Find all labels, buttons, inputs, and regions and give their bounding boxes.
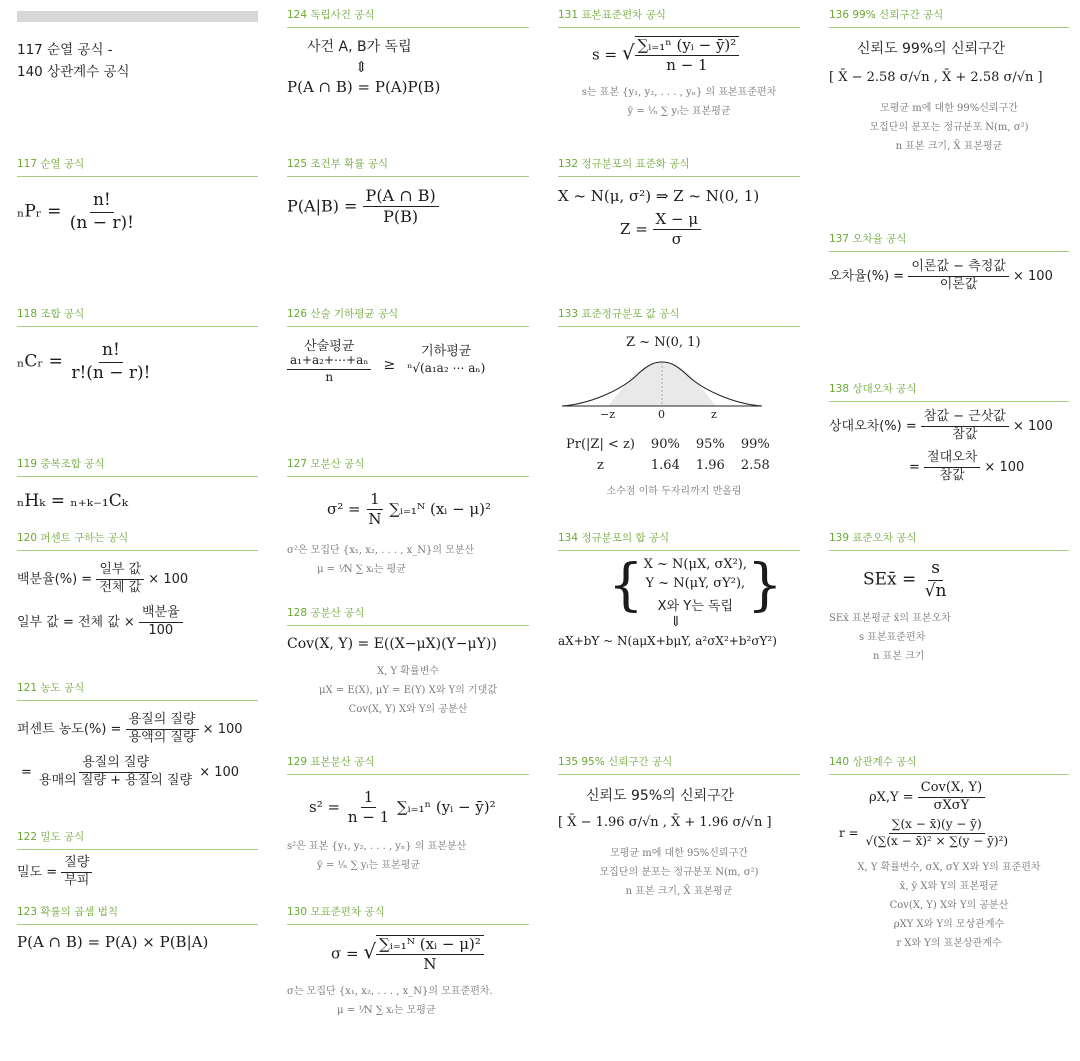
formula: [592, 36, 800, 75]
section-title: 138 상대오차 공식: [829, 381, 1069, 402]
table-cell: 95%: [695, 437, 725, 452]
denominator: n − 1: [347, 808, 390, 827]
curve-label: Z ~ N(0, 1): [626, 335, 701, 350]
summation: ∑ᵢ₌₁ⁿ (yᵢ − ȳ)²: [396, 797, 496, 816]
formula-lhs: σ =: [331, 944, 359, 963]
numerator: P(A ∩ B): [363, 187, 439, 207]
note-line: σ는 모집단 {x₁, x₂, . . . , x_N}의 모표준편차.: [287, 985, 493, 997]
numerator: 1: [361, 789, 377, 808]
section-129: [287, 754, 529, 871]
section-124: [287, 7, 529, 96]
formula-lhs: 일부 값 = 전체 값 ×: [17, 614, 135, 630]
arithmetic-mean: [287, 335, 371, 385]
section-title: 137 오차율 공식: [829, 231, 1069, 252]
section-title: 117 순열 공식: [17, 156, 258, 177]
section-title: 139 표준오차 공식: [829, 530, 1069, 551]
note-line: ρXY X와 Y의 모상관계수: [893, 919, 1005, 931]
denominator: 용액의 질량: [128, 729, 196, 745]
multiplier: × 100: [984, 459, 1025, 475]
numerator: 용질의 질량: [79, 756, 152, 773]
note-line: s는 표본 {y₁, y₂, . . . , yₙ} 의 표본표준편차: [581, 86, 777, 98]
section-128: [287, 605, 529, 715]
denominator: N: [423, 955, 437, 974]
section-120: [17, 530, 258, 639]
section-title: 130 모표준편차 공식: [287, 904, 529, 925]
interval-heading: 신뢰도 99%의 신뢰구간: [857, 41, 1006, 57]
denominator: 부피: [64, 872, 90, 888]
equals: =: [909, 459, 920, 475]
formula-lhs: ₙCᵣ =: [17, 351, 63, 372]
formula: [17, 341, 258, 383]
formula-lhs: 밀도 =: [17, 864, 58, 880]
rounding-note: 소수점 이하 두자리까지 반올림: [606, 486, 742, 497]
note-line: s 표본표준편차: [859, 632, 926, 644]
down-arrow-icon: ⇓: [670, 614, 682, 630]
standardization-formula: X ~ N(μ, σ²) ⇒ Z ~ N(0, 1): [558, 187, 760, 205]
section-119: [17, 456, 258, 511]
formula-lhs: σ² =: [327, 499, 361, 518]
case-block: [608, 552, 800, 618]
formula: [17, 191, 258, 233]
numerator: 참값 − 근삿값: [921, 410, 1009, 427]
section-140: [829, 754, 1069, 949]
case-list: [644, 557, 747, 614]
denominator: (n − r)!: [69, 212, 134, 233]
summation: ∑ᵢ₌₁ᴺ (xᵢ − μ)²: [389, 499, 492, 518]
formula-lhs: s² =: [309, 797, 341, 816]
section-135: [558, 754, 800, 897]
formula: [829, 260, 1069, 293]
denominator: σXσY: [933, 797, 970, 813]
z-value-table: [558, 434, 778, 476]
formula-concentration-expanded: [21, 756, 258, 789]
numerator: ∑ᵢ₌₁ᴺ (xᵢ − μ)²: [376, 936, 484, 955]
formula-lhs: r =: [839, 825, 859, 840]
section-title: 128 공분산 공식: [287, 605, 529, 626]
case-line: X와 Y는 독립: [657, 599, 733, 614]
row-label: Pr(|Z| < z): [566, 437, 635, 452]
formula: Cov(X, Y) = E((X−μX)(Y−μY)): [287, 636, 497, 652]
section-title: 127 모분산 공식: [287, 456, 529, 477]
normal-curve-diagram: [560, 350, 770, 420]
note-line: μX = E(X), μY = E(Y) X와 Y의 기댓값: [318, 685, 498, 696]
section-121: [17, 680, 258, 789]
section-137: [829, 231, 1069, 293]
section-title: 120 퍼센트 구하는 공식: [17, 530, 258, 551]
note-line: X, Y 확률변수: [377, 666, 439, 677]
multiplier: × 100: [199, 764, 240, 780]
numerator: 백분율: [139, 606, 183, 623]
note-line: r X와 Y의 표본상관계수: [896, 938, 1002, 950]
formula: [309, 789, 529, 827]
formula-lhs: ₙPᵣ =: [17, 201, 62, 222]
section-title: 125 조건부 확률 공식: [287, 156, 529, 177]
section-title: 131 표본표준편차 공식: [558, 7, 800, 28]
section-title: 119 중복조합 공식: [17, 456, 258, 477]
denominator: 이론값: [939, 276, 978, 292]
numerator: s: [928, 559, 943, 581]
section-title: 123 확률의 곱셈 법칙: [17, 904, 258, 925]
interval-formula: [ X̄ − 2.58 σ/√n , X̄ + 2.58 σ/√n ]: [829, 70, 1043, 85]
z-formula: [620, 211, 800, 249]
case-line: Y ~ N(μY, σY²),: [645, 576, 746, 591]
note-line: SEx̄ 표본평균 x̄의 표본오차: [829, 613, 951, 625]
section-131: [558, 7, 800, 117]
denominator: 100: [148, 622, 174, 638]
numerator: Cov(X, Y): [918, 781, 985, 798]
section-130: [287, 904, 529, 1016]
note-line: μ = ¹⁄N ∑ xᵢ는 평균: [317, 563, 406, 575]
denominator: √n: [924, 580, 947, 601]
case-line: X ~ N(μX, σX²),: [643, 557, 748, 572]
note-line: μ = ¹⁄N ∑ xᵢ는 모평균: [337, 1004, 436, 1016]
numerator: n!: [90, 191, 114, 213]
left-brace-icon: {: [608, 552, 644, 618]
formula-concentration: [17, 713, 258, 746]
note-line: 모집단의 분포는 정규분포 N(m, σ²): [599, 867, 759, 878]
denominator: r!(n − r)!: [71, 362, 151, 383]
row-label: z: [597, 458, 604, 473]
numerator: 질량: [61, 856, 92, 873]
multiplier: × 100: [148, 571, 189, 587]
numerator: 용질의 질량: [126, 713, 199, 730]
denominator: 참값: [952, 426, 978, 442]
sqrt-icon: √: [621, 40, 635, 65]
formula-lhs: s =: [592, 45, 618, 64]
section-title: 133 표준정규분포 값 공식: [558, 306, 800, 327]
note-line: Cov(X, Y) X와 Y의 공분산: [889, 900, 1009, 912]
section-134: [558, 530, 800, 648]
geometric-mean-formula: ⁿ√(a₁a₂ ⋯ aₙ): [407, 360, 486, 375]
numerator: 이론값 − 측정값: [908, 260, 1009, 277]
numerator: X − μ: [653, 211, 702, 230]
header-bar: [17, 11, 258, 22]
geometric-mean: [407, 340, 485, 385]
formula: P(A ∩ B) = P(A)P(B): [287, 78, 441, 96]
arithmetic-mean-label: 산술평균: [304, 339, 355, 354]
tick-pos-z: z: [711, 408, 717, 420]
am-gm-inequality: [287, 335, 529, 385]
section-132: [558, 156, 800, 249]
note-line: x̄, ȳ X와 Y의 표본평균: [899, 881, 999, 893]
numerator: ∑ᵢ₌₁ⁿ (yᵢ − ȳ)²: [635, 37, 740, 56]
section-title: 122 밀도 공식: [17, 829, 258, 850]
formula-lhs: P(A|B) =: [287, 196, 358, 216]
numerator: ∑(x − x̄)(y − ȳ): [889, 818, 985, 834]
denominator: 참값: [939, 467, 965, 483]
formula-lhs: 백분율(%) =: [17, 571, 93, 587]
note-line: n 표본 크기: [873, 651, 925, 663]
formula: [17, 856, 258, 889]
denominator: n: [325, 369, 334, 384]
formula-relative-error: [829, 410, 1069, 443]
table-cell: 99%: [740, 437, 770, 452]
section-title: 124 독립사건 공식: [287, 7, 529, 28]
formula: [287, 187, 529, 227]
note-line: ȳ = ¹⁄ₙ ∑ yᵢ는 표본평균: [627, 105, 731, 117]
section-139: [829, 530, 1069, 662]
section-title: 132 정규분포의 표준화 공식: [558, 156, 800, 177]
denominator: N: [368, 510, 382, 529]
double-arrow-icon: ⇕: [355, 58, 368, 76]
formula-lhs: 상대오차(%) =: [829, 418, 917, 434]
section-title: 118 조합 공식: [17, 306, 258, 327]
formula: [863, 559, 1069, 601]
formula-lhs: 퍼센트 농도(%) =: [17, 721, 122, 737]
note-line: 모평균 m에 대한 95%신뢰구간: [610, 848, 748, 859]
section-122: [17, 829, 258, 889]
denominator: n − 1: [666, 56, 708, 75]
note-line: n 표본 크기, X̄ 표본평균: [625, 886, 733, 897]
section-123: [17, 904, 258, 951]
section-title: 134 정규분포의 합 공식: [558, 530, 800, 551]
sheet-heading-line1: 117 순열 공식 -: [17, 42, 113, 58]
formula-relative-error-abs: [909, 451, 1069, 484]
formula: [331, 935, 529, 974]
numerator: 일부 값: [96, 563, 144, 580]
section-title: 140 상관계수 공식: [829, 754, 1069, 775]
section-138: [829, 381, 1069, 484]
section-title: 126 산술 기하평균 공식: [287, 306, 529, 327]
interval-formula: [ X̄ − 1.96 σ/√n , X̄ + 1.96 σ/√n ]: [558, 815, 772, 830]
table-cell: 90%: [650, 437, 680, 452]
section-126: [287, 306, 529, 385]
section-133: [558, 306, 800, 497]
section-title: 129 표본분산 공식: [287, 754, 529, 775]
sample-correlation-formula: [839, 818, 1069, 849]
multiplier: × 100: [202, 721, 243, 737]
section-title: 136 99% 신뢰구간 공식: [829, 7, 1069, 28]
section-title: 121 농도 공식: [17, 680, 258, 701]
denominator: 전체 값: [99, 579, 142, 595]
table-row: [558, 455, 778, 476]
formula-lhs: SEx̄ =: [863, 569, 917, 590]
section-title: 135 95% 신뢰구간 공식: [558, 754, 800, 775]
table-row: [558, 434, 778, 455]
table-cell: 1.96: [695, 458, 725, 473]
tick-zero: 0: [658, 408, 665, 420]
population-correlation-formula: [869, 781, 1069, 814]
note-line: Cov(X, Y) X와 Y의 공분산: [348, 704, 468, 715]
tick-neg-z: −z: [600, 408, 616, 420]
table-cell: 1.64: [650, 458, 680, 473]
formula: P(A ∩ B) = P(A) × P(B|A): [17, 933, 209, 951]
sheet-heading-line2: 140 상관계수 공식: [17, 64, 130, 80]
formula-percent: [17, 563, 258, 596]
greater-equal-sign: ≥: [383, 356, 396, 373]
formula-part: [17, 606, 258, 639]
multiplier: × 100: [1013, 418, 1053, 434]
geometric-mean-label: 기하평균: [421, 343, 472, 359]
right-brace-icon: }: [747, 552, 783, 618]
formula: ₙHₖ = ₙ₊ₖ₋₁Cₖ: [17, 491, 128, 511]
section-136: [829, 7, 1069, 152]
denominator: √(∑(x − x̄)² × ∑(y − ȳ)²): [865, 833, 1009, 848]
note-line: ȳ = ¹⁄ₙ ∑ yᵢ는 표본평균: [317, 859, 421, 871]
sqrt-icon: √: [363, 939, 377, 964]
numerator: 1: [367, 491, 383, 510]
note-line: 모집단의 분포는 정규분포 N(m, σ²): [869, 122, 1029, 133]
denominator: 용매의 질량 + 용질의 질량: [39, 772, 193, 788]
formula-lhs: ρX,Y =: [869, 789, 914, 805]
interval-heading: 신뢰도 95%의 신뢰구간: [586, 788, 735, 804]
equals: =: [21, 764, 32, 780]
numerator: n!: [99, 341, 123, 363]
formula: [327, 491, 529, 529]
section-118: [17, 306, 258, 383]
section-117: [17, 156, 258, 233]
numerator: a₁+a₂+⋯+aₙ: [287, 354, 371, 370]
denominator: P(B): [383, 207, 419, 227]
note-line: s²은 표본 {y₁, y₂, . . . , yₙ} 의 표본분산: [287, 840, 467, 852]
section-127: [287, 456, 529, 575]
denominator: σ: [671, 230, 682, 249]
note-line: X, Y 확률변수, σX, σY X와 Y의 표준편차: [857, 862, 1041, 874]
note-line: σ²은 모집단 {x₁, x₂, . . . , x_N}의 모분산: [287, 544, 475, 556]
multiplier: × 100: [1013, 268, 1053, 284]
note-line: 모평균 m에 대한 99%신뢰구간: [880, 103, 1018, 114]
section-125: [287, 156, 529, 227]
table-cell: 2.58: [740, 458, 770, 473]
sum-distribution-formula: aX+bY ~ N(aμX+bμY, a²σX²+b²σY²): [558, 634, 777, 648]
numerator: 절대오차: [924, 451, 980, 468]
note-line: n 표본 크기, X̄ 표본평균: [895, 141, 1003, 152]
formula-lhs: 오차율(%) =: [829, 268, 905, 284]
independence-condition: 사건 A, B가 독립: [307, 39, 412, 55]
formula-lhs: Z =: [620, 219, 648, 238]
